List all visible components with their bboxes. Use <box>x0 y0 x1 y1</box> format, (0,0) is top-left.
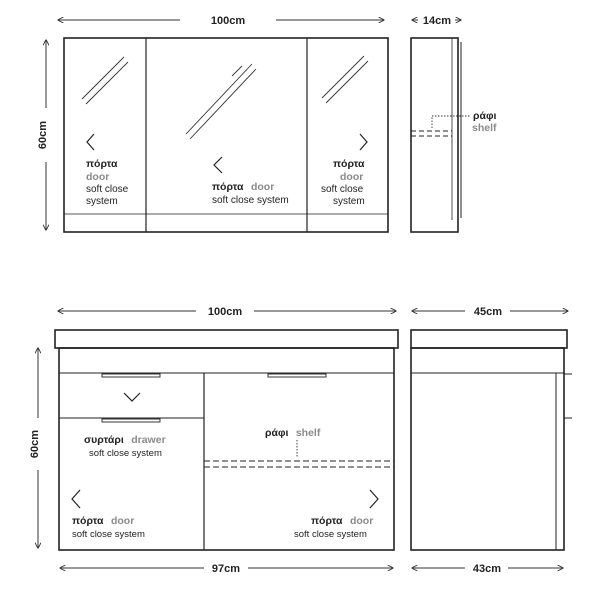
vanity-right-door-label-en: door <box>349 515 374 527</box>
vanity-front <box>29 306 398 575</box>
vanity-right-door-note: soft close system <box>294 529 367 540</box>
drawer-pull-chevron-icon <box>124 393 140 401</box>
mirror-cabinet-front <box>37 15 388 232</box>
vanity-right-door-chevron-icon <box>370 490 378 508</box>
mirror-center-door-title <box>212 177 274 194</box>
mirror-left-door-label-en: door <box>86 171 110 183</box>
drawer-handle-bottom <box>102 419 160 422</box>
mirror-center-door-note: soft close system <box>212 195 289 206</box>
vanity-depth-label: 45cm <box>473 306 503 318</box>
vanity-inner-depth-label: 43cm <box>472 563 502 575</box>
vanity-drawer-label-gr: συρτάρι <box>84 434 124 446</box>
vanity-countertop <box>55 330 398 348</box>
door-handle-right <box>268 374 326 377</box>
vanity-height-label: 60cm <box>29 429 41 459</box>
mirror-height-label: 60cm <box>37 120 49 150</box>
vanity-drawer-title <box>84 430 166 447</box>
left-door-open-chevron-icon <box>87 134 94 150</box>
vanity-side <box>411 306 572 575</box>
vanity-left-door-chevron-icon <box>72 490 80 508</box>
mirror-reflection-marks <box>82 56 368 139</box>
drawer-handle-top <box>102 374 160 377</box>
mirror-right-door-note-2: system <box>333 196 365 207</box>
vanity-right-door-label-gr: πόρτα <box>311 515 343 527</box>
vanity-left-door-note: soft close system <box>72 529 145 540</box>
vanity-left-door-label-gr: πόρτα <box>72 515 104 527</box>
vanity-drawer-note: soft close system <box>89 448 162 459</box>
mirror-shelf-leader <box>432 116 470 128</box>
mirror-shelf-label-gr: ράφι <box>473 110 497 122</box>
vanity-width-label: 100cm <box>207 306 243 318</box>
right-door-open-chevron-icon <box>360 134 367 150</box>
mirror-side-outline <box>411 38 458 232</box>
vanity-inner-width-label: 97cm <box>211 563 241 575</box>
vanity-left-door-title <box>72 511 134 528</box>
vanity-shelf-label-gr: ράφι <box>265 427 289 439</box>
mirror-left-door-label-gr: πόρτα <box>86 158 118 170</box>
mirror-depth-label: 14cm <box>422 15 452 27</box>
mirror-center-door-label-en: door <box>250 181 275 193</box>
mirror-left-door-note-2: system <box>86 196 118 207</box>
mirror-left-door-note-1: soft close <box>86 184 129 195</box>
mirror-width-label: 100cm <box>210 15 246 27</box>
vanity-right-door-title <box>311 511 373 528</box>
mirror-cabinet-side <box>411 15 497 232</box>
center-door-open-chevron-icon <box>214 157 222 173</box>
vanity-shelf-title <box>265 423 321 440</box>
vanity-left-door-label-en: door <box>110 515 135 527</box>
vanity-side-countertop <box>411 330 567 348</box>
vanity-shelf-label-en: shelf <box>295 427 321 439</box>
mirror-right-door-note-1: soft close <box>321 184 364 195</box>
mirror-right-door-label-en: door <box>340 171 364 183</box>
mirror-center-door-label-gr: πόρτα <box>212 181 244 193</box>
mirror-right-door-label-gr: πόρτα <box>333 158 365 170</box>
vanity-drawer-label-en: drawer <box>131 434 166 446</box>
mirror-shelf-label-en: shelf <box>472 122 497 134</box>
vanity-side-body <box>411 348 564 550</box>
